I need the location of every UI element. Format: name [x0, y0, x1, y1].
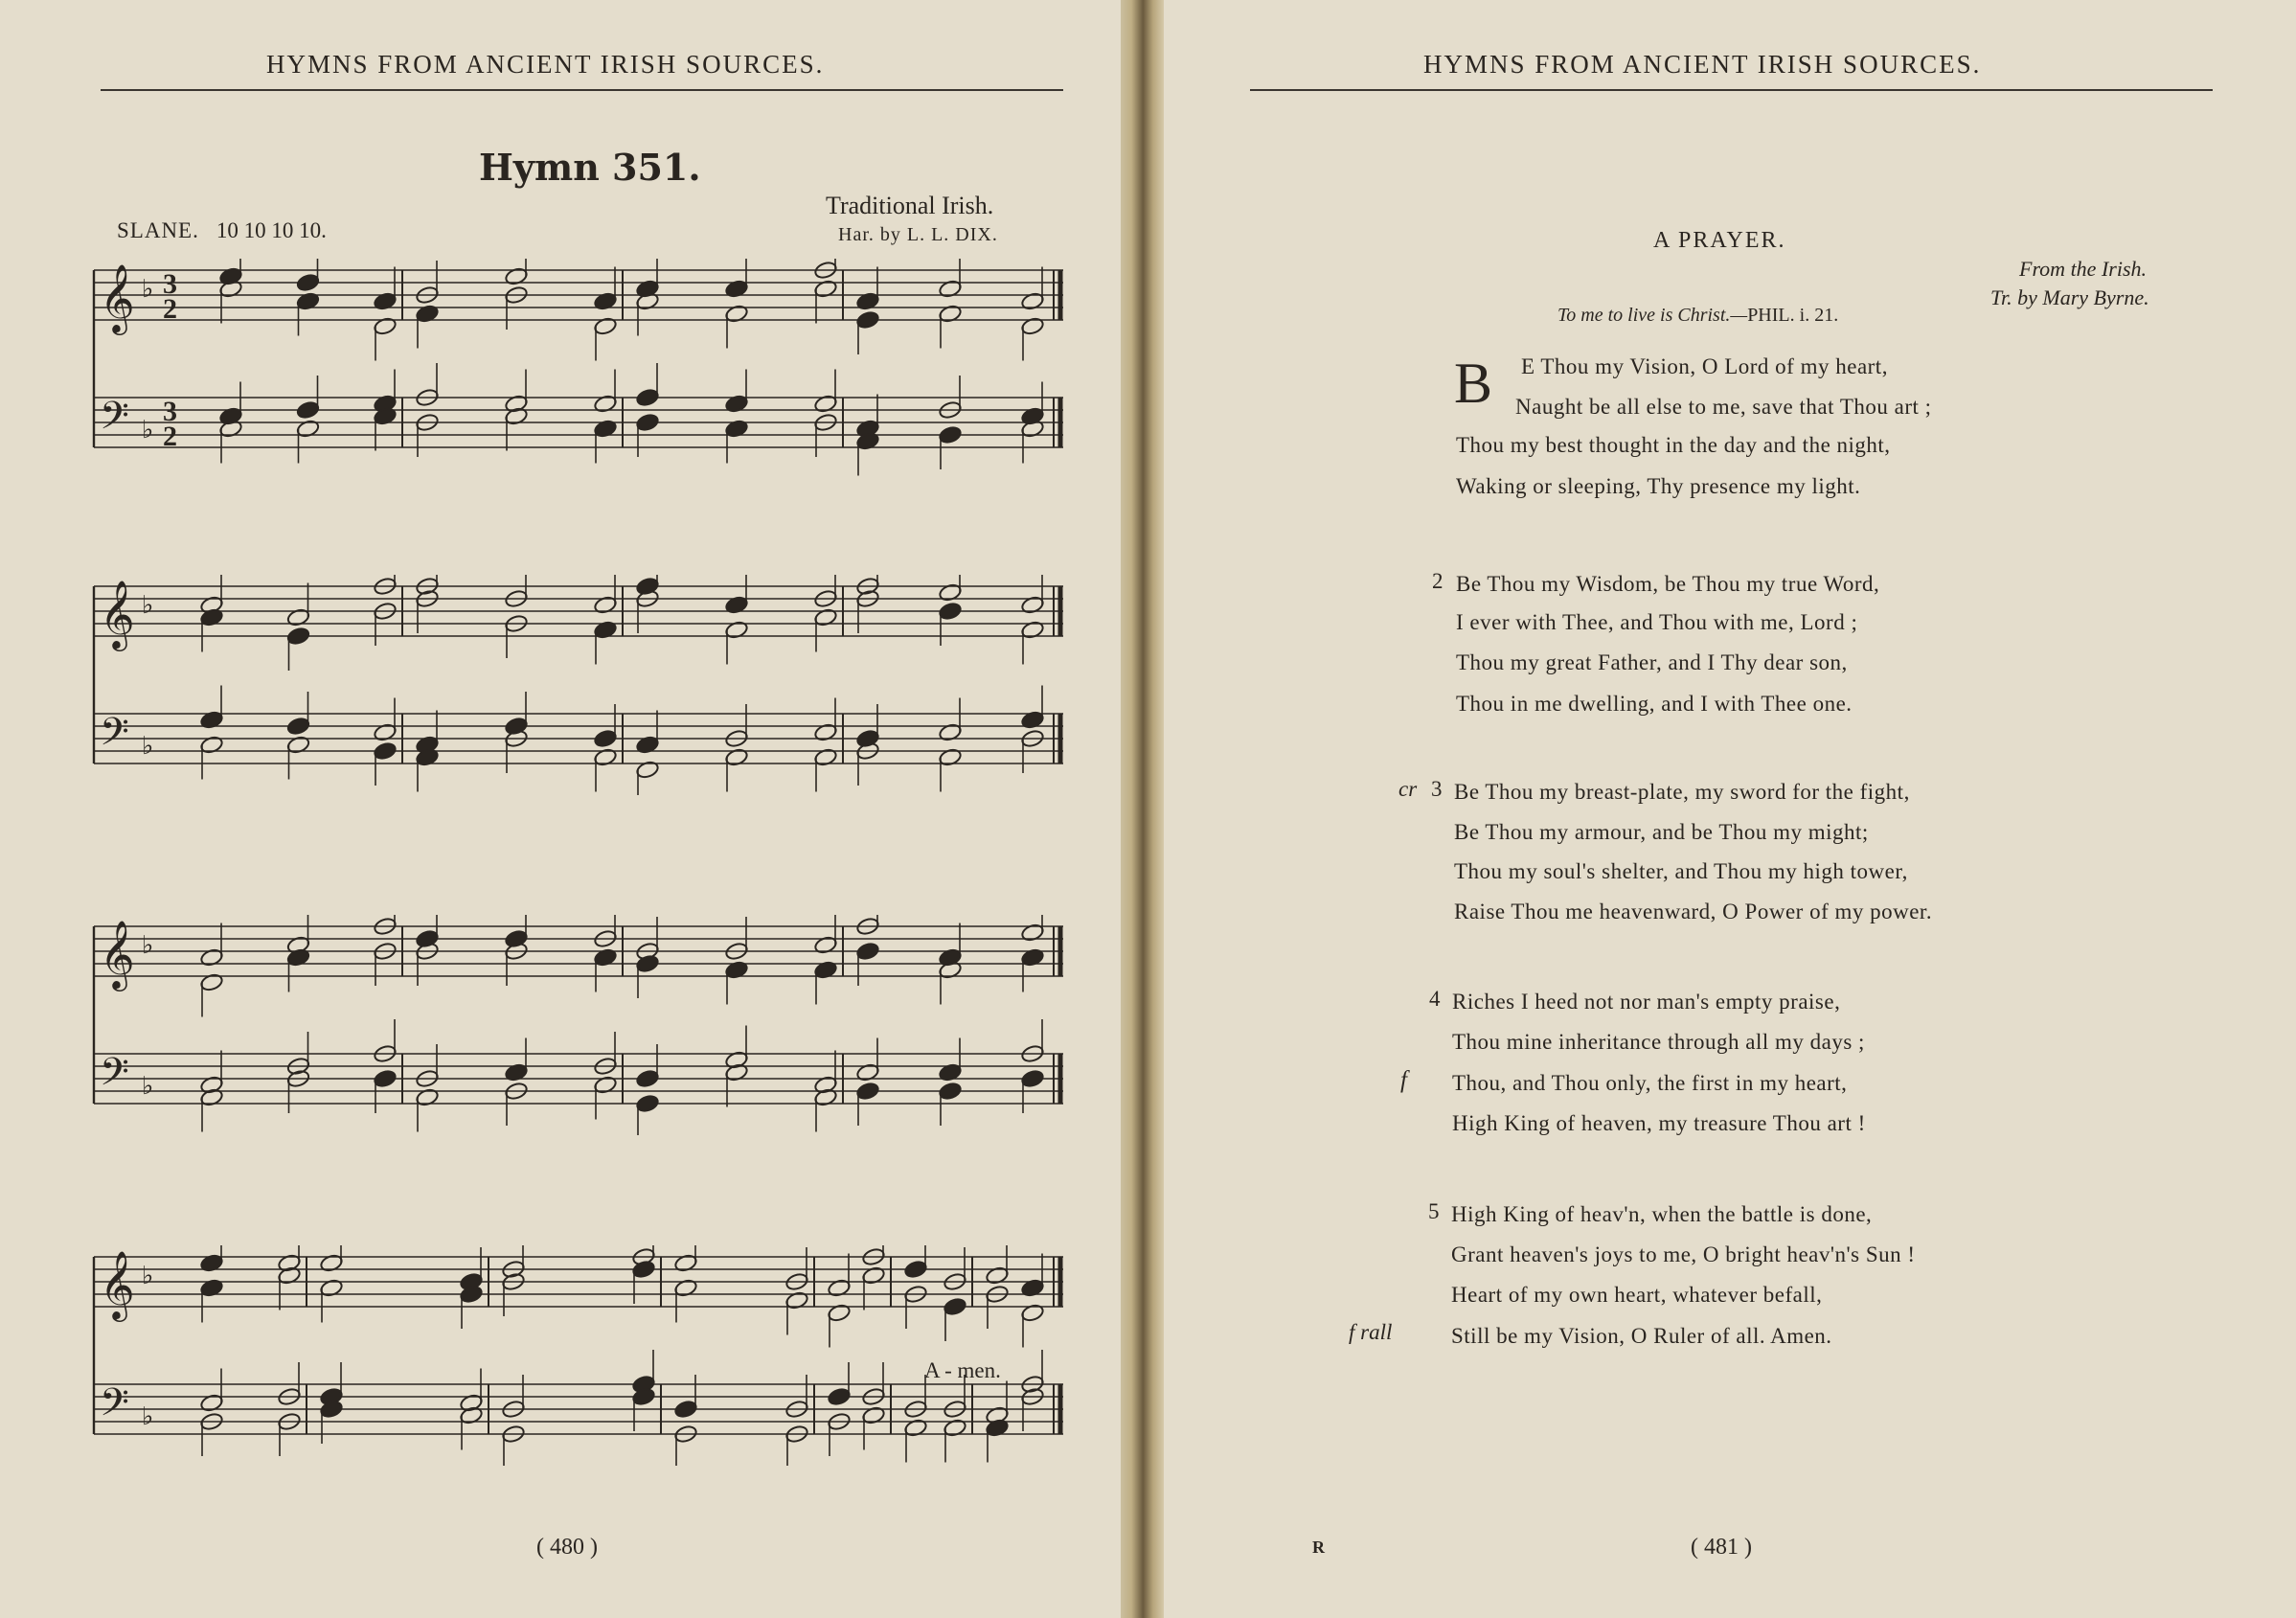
music-system-3: [86, 915, 1073, 1135]
verse-4-dynamic: f: [1400, 1067, 1407, 1093]
epigraph-reference: PHIL. i. 21.: [1747, 305, 1839, 326]
treble-clef-icon: 𝄞: [100, 579, 135, 649]
verse-2-line-2: I ever with Thee, and Thou with me, Lord ;: [1456, 610, 1858, 634]
verse-1-line-3: Thou my best thought in the day and the night,: [1456, 433, 1891, 457]
verse-5-line-2: Grant heaven's joys to me, O bright heav'n's Sun !: [1451, 1242, 1916, 1266]
verse-4-number: 4: [1429, 987, 1441, 1011]
key-signature-flat-icon: ♭: [142, 1072, 154, 1100]
verse-5-line-3: Heart of my own heart, whatever befall,: [1451, 1283, 1823, 1307]
key-signature-flat-icon: ♭: [142, 275, 154, 303]
music-system-1: [86, 259, 1073, 479]
verse-4-line-2: Thou mine inheritance through all my days ;: [1452, 1030, 1865, 1054]
left-running-head: HYMNS FROM ANCIENT IRISH SOURCES.: [266, 50, 825, 79]
treble-clef-icon: 𝄞: [100, 1249, 135, 1319]
bass-clef-icon: 𝄢: [100, 710, 129, 763]
verse-5-line-1: High King of heav'n, when the battle is done,: [1451, 1202, 1873, 1226]
verse-3-dynamic: cr: [1398, 777, 1418, 801]
verse-2-number: 2: [1432, 569, 1444, 593]
right-head-rule: [1250, 89, 2213, 91]
epigraph-text: To me to live is Christ.—: [1557, 305, 1748, 326]
hymn-source: Traditional Irish.: [826, 192, 994, 219]
left-page: [0, 0, 1121, 1618]
key-signature-flat-icon: ♭: [142, 1262, 154, 1289]
book-gutter: [1121, 0, 1164, 1618]
music-system-2: [86, 575, 1073, 795]
verse-1-line-2: Naught be all else to me, save that Thou art ;: [1515, 395, 1932, 419]
key-signature-flat-icon: ♭: [142, 732, 154, 760]
right-running-head: HYMNS FROM ANCIENT IRISH SOURCES.: [1423, 50, 1982, 79]
verse-1-line-1: E Thou my Vision, O Lord of my heart,: [1521, 354, 1888, 378]
treble-clef-icon: 𝄞: [100, 919, 135, 989]
verse-2-line-1: Be Thou my Wisdom, be Thou my true Word,: [1456, 572, 1880, 596]
key-signature-flat-icon: ♭: [142, 416, 154, 444]
verse-3-line-4: Raise Thou me heavenward, O Power of my power.: [1454, 900, 1933, 923]
verse-5-dynamic: f rall: [1349, 1320, 1393, 1344]
verse-5-line-4: Still be my Vision, O Ruler of all. Amen.: [1451, 1324, 1832, 1348]
verse-3-line-3: Thou my soul's shelter, and Thou my high tower,: [1454, 859, 1908, 883]
music-system-4: [86, 1245, 1073, 1466]
treble-clef-icon: 𝄞: [100, 262, 135, 332]
hymn-harmonizer: Har. by L. L. DIX.: [838, 224, 998, 245]
left-head-rule: [101, 89, 1063, 91]
verse-3-line-2: Be Thou my armour, and be Thou my might;: [1454, 820, 1869, 844]
grand-staff-3: [86, 915, 1073, 1135]
drop-cap: B: [1454, 352, 1493, 415]
verse-3-line-1: Be Thou my breast-plate, my sword for the fight,: [1454, 780, 1910, 804]
poem-source: From the Irish.: [2019, 257, 2148, 281]
poem-title: A PRAYER.: [1653, 228, 1786, 253]
time-signature-digit: 2: [163, 421, 177, 452]
tune-name: SLANE.: [117, 218, 199, 242]
verse-4-line-4: High King of heaven, my treasure Thou art !: [1452, 1111, 1866, 1135]
bass-clef-icon: 𝄢: [100, 1380, 129, 1434]
hymn-title: Hymn 351.: [479, 146, 701, 189]
bass-clef-icon: 𝄢: [100, 1050, 129, 1104]
key-signature-flat-icon: ♭: [142, 1402, 154, 1430]
verse-2-line-3: Thou my great Father, and I Thy dear son,: [1456, 650, 1848, 674]
printer-signature-mark: R: [1312, 1538, 1325, 1557]
key-signature-flat-icon: ♭: [142, 591, 154, 619]
right-folio: ( 481 ): [1691, 1535, 1752, 1560]
poem-translator: Tr. by Mary Byrne.: [1990, 285, 2149, 309]
amen-text: A - men.: [924, 1358, 1001, 1382]
grand-staff-1: [86, 259, 1073, 479]
time-signature-digit: 3: [163, 396, 177, 427]
grand-staff-4: [86, 1245, 1073, 1466]
verse-2-line-4: Thou in me dwelling, and I with Thee one.: [1456, 692, 1853, 716]
verse-4-line-3: Thou, and Thou only, the first in my heart,: [1452, 1071, 1848, 1095]
verse-5-number: 5: [1428, 1199, 1440, 1223]
time-signature-digit: 3: [163, 268, 177, 300]
verse-1-line-4: Waking or sleeping, Thy presence my light.: [1456, 474, 1861, 498]
bass-clef-icon: 𝄢: [100, 394, 129, 447]
left-folio: ( 480 ): [536, 1535, 598, 1560]
tune-line: [117, 218, 327, 243]
verse-4-line-1: Riches I heed not nor man's empty praise,: [1452, 990, 1841, 1014]
epigraph: [1557, 305, 1838, 327]
time-signature-digit: 2: [163, 293, 177, 325]
tune-meter: 10 10 10 10.: [216, 218, 327, 242]
key-signature-flat-icon: ♭: [142, 931, 154, 959]
verse-3-number: 3: [1431, 777, 1443, 801]
grand-staff-2: [86, 575, 1073, 795]
